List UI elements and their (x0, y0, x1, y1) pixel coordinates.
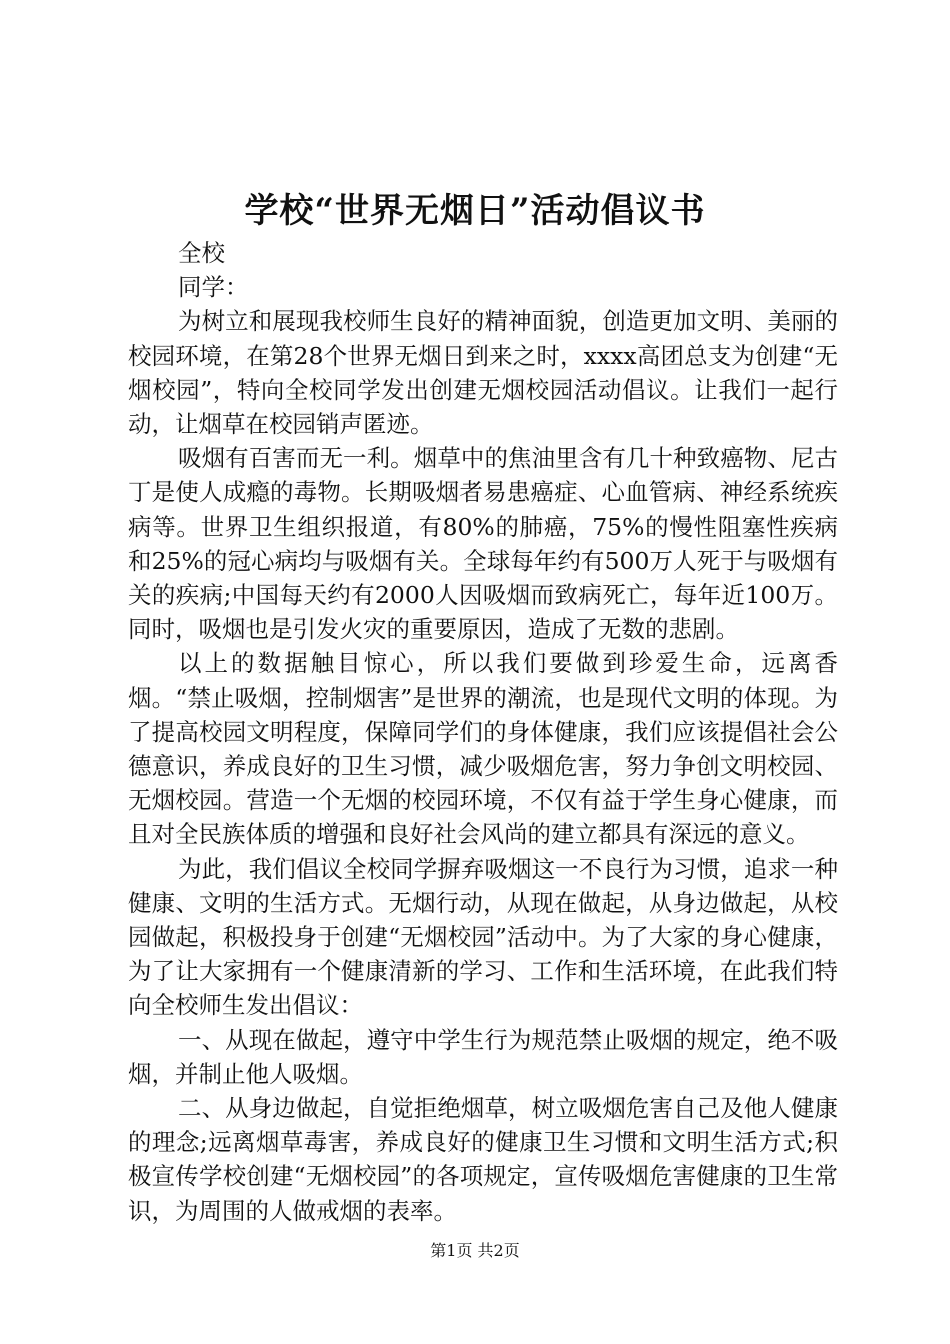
paragraph-significance: 以上的数据触目惊心，所以我们要做到珍爱生命，远离香烟。“禁止吸烟，控制烟害”是世界的潮流，也是现代文明的体现。为了提高校园文明程度，保障同学们的身体健康，我们应该提倡社会公德意识，养成良好的卫生习惯，减少吸烟危害，努力争创文明校园、无烟校园。营造一个无烟的校园环境，不仅有益于学生身心健康，而且对全民族体质的增强和良好社会风尚的建立都具有深远的意义。 (128, 649, 838, 849)
paragraph-harms: 吸烟有百害而无一利。烟草中的焦油里含有几十种致癌物、尼古丁是使人成瘾的毒物。长期吸烟者易患癌症、心血管病、神经系统疾病等。世界卫生组织报道，有80%的肺癌，75%的慢性阻塞性疾病和25%的冠心病均与吸烟有关。全球每年约有500万人死于与吸烟有关的疾病;中国每天约有2000人因吸烟而致病死亡，每年近100万。同时，吸烟也是引发火灾的重要原因，造成了无数的悲剧。 (128, 444, 838, 644)
page-number-footer: 第1页 共2页 (430, 1241, 520, 1260)
paragraph-proposal: 为此，我们倡议全校同学摒弃吸烟这一不良行为习惯，追求一种健康、文明的生活方式。无烟行动，从现在做起，从身边做起，从校园做起，积极投身于创建“无烟校园”活动中。为了大家的身心健康，为了让大家拥有一个健康清新的学习、工作和生活环境，在此我们特向全校师生发出倡议： (128, 854, 838, 1020)
salutation-line-1: 全校 (178, 239, 225, 267)
paragraph-intro: 为树立和展现我校师生良好的精神面貌，创造更加文明、美丽的校园环境，在第28个世界无烟日到来之时，xxxx高团总支为创建“无烟校园”，特向全校同学发出创建无烟校园活动倡议。让我们一起行动，让烟草在校园销声匿迹。 (128, 307, 838, 439)
document-title: 学校“世界无烟日”活动倡议书 (244, 191, 706, 231)
salutation-line-2: 同学： (178, 273, 249, 302)
document-body (128, 236, 838, 1228)
paragraph-item-2: 二、从身边做起，自觉拒绝烟草，树立吸烟危害自己及他人健康的理念;远离烟草毒害，养成良好的健康卫生习惯和文明生活方式;积极宣传学校创建“无烟校园”的各项规定，宣传吸烟危害健康的卫生常识，为周围的人做戒烟的表率。 (128, 1094, 838, 1225)
paragraph-item-1: 一、从现在做起，遵守中学生行为规范禁止吸烟的规定，绝不吸烟，并制止他人吸烟。 (128, 1025, 838, 1088)
